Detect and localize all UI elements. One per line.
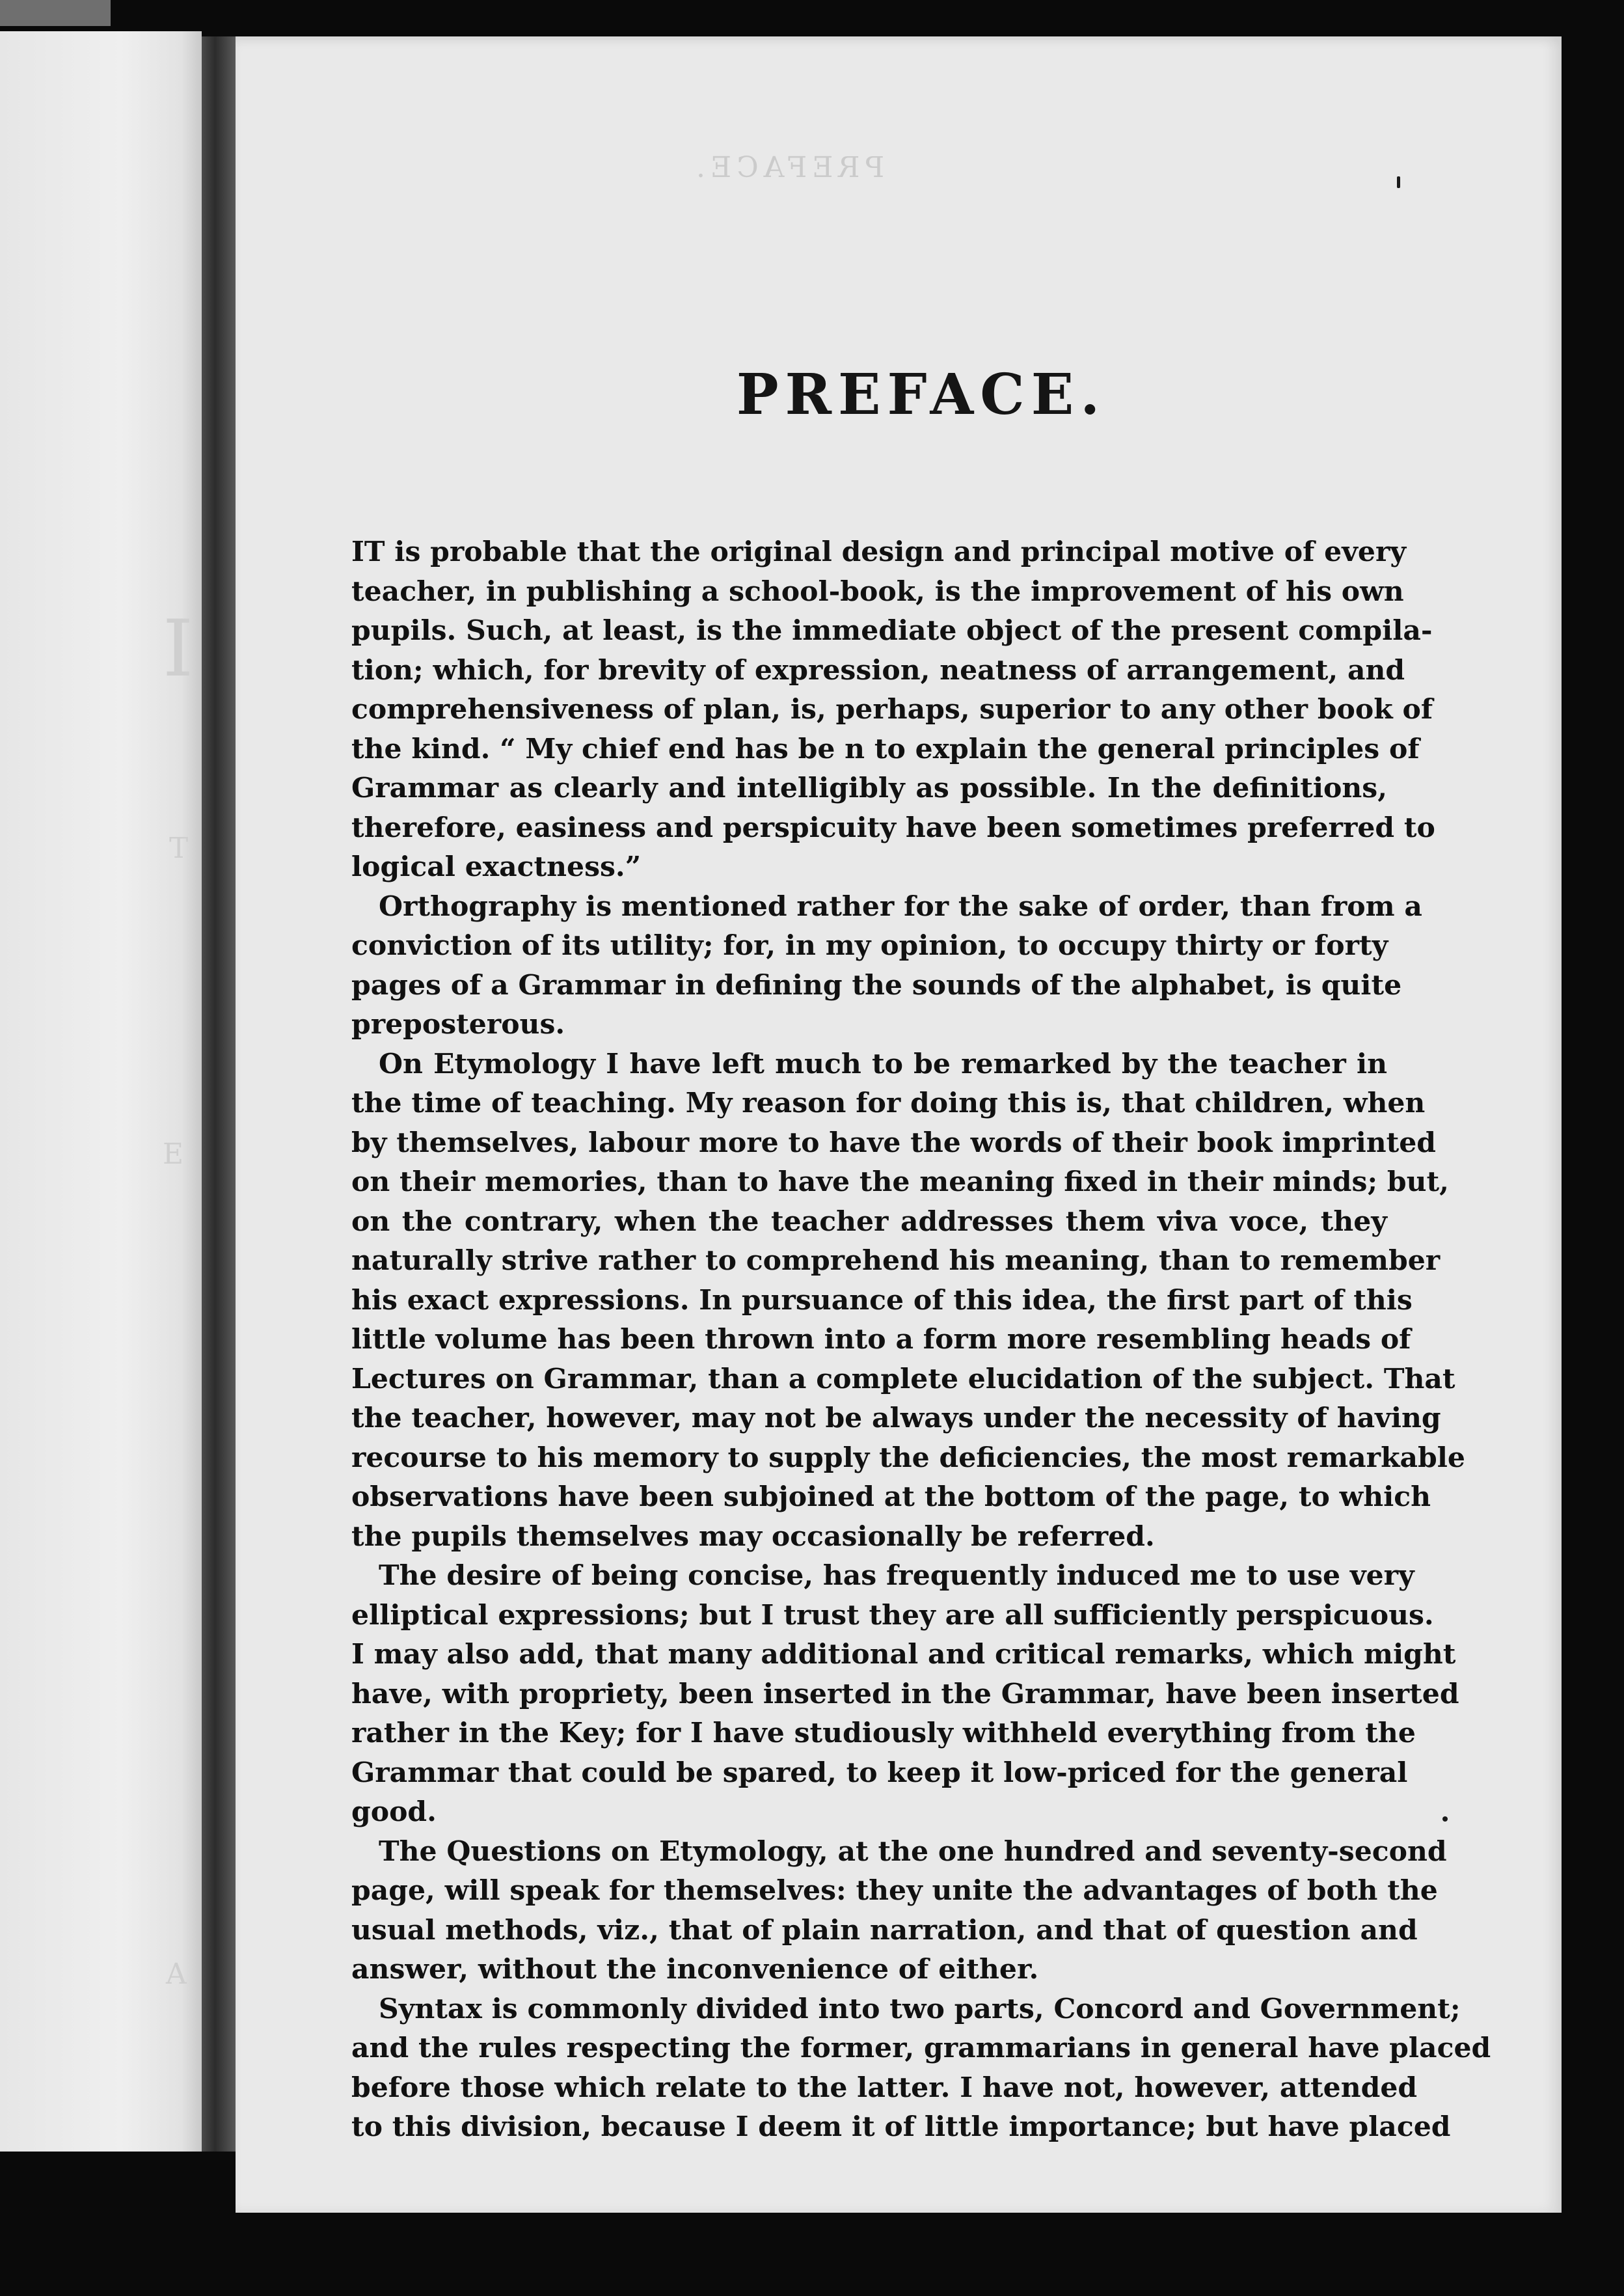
text-line: good. — [351, 1796, 437, 1828]
text-line: little volume has been thrown into a form more resembling heads of — [351, 1323, 1411, 1356]
text-line: have, with propriety, been inserted in the Grammar, have been inserted — [351, 1677, 1459, 1710]
text-line: naturally strive rather to comprehend his meaning, than to remember — [351, 1244, 1441, 1277]
preface-body — [351, 532, 1491, 2147]
text-line: rather in the Key; for I have studiously withheld everything from the — [351, 1717, 1416, 1749]
text-line: page, will speak for themselves: they unite the advantages of both the — [351, 1874, 1438, 1907]
text-line: to this division, because I deem it of little importance; but have placed — [351, 2111, 1451, 2143]
scanner-edge — [0, 0, 111, 26]
text-line: on their memories, than to have the meaning fixed in their minds; but, — [351, 1166, 1449, 1198]
text-line: teacher, in publishing a school-book, is the improvement of his own — [351, 575, 1404, 608]
text-line: pages of a Grammar in defining the sounds of the alphabet, is quite — [351, 968, 1402, 1002]
facing-page-bleed-2: T — [169, 832, 193, 865]
page-title: PREFACE. — [736, 362, 1107, 428]
text-line: preposterous. — [351, 1008, 565, 1041]
facing-page — [0, 31, 202, 2152]
facing-page-bleed-3: E — [163, 1138, 188, 1171]
text-line: logical exactness.” — [351, 851, 642, 883]
text-line: comprehensiveness of plan, is, perhaps, superior to any other book of — [351, 693, 1433, 726]
text-line: his exact expressions. In pursuance of this idea, the first part of this — [351, 1283, 1413, 1317]
text-line: elliptical expressions; but I trust they are all sufficiently perspicuous. — [351, 1598, 1434, 1632]
text-line: On Etymology I have left much to be remarked by the teacher in — [379, 1047, 1387, 1080]
text-line: The Questions on Etymology, at the one hundred and seventy-second — [379, 1835, 1447, 1868]
text-line: conviction of its utility; for, in my opinion, to occupy thirty or forty — [351, 929, 1388, 962]
text-line: therefore, easiness and perspicuity have been sometimes preferred to — [351, 811, 1435, 844]
text-line: Lectures on Grammar, than a complete elucidation of the subject. That — [351, 1362, 1455, 1395]
text-line: on the contrary, when the teacher addresses them viva voce, they — [351, 1205, 1387, 1238]
book-binding-gutter — [202, 36, 236, 2152]
text-line: pupils. Such, at least, is the immediate object of the present compila- — [351, 614, 1433, 647]
text-line: Grammar that could be spared, to keep it low-priced for the general — [351, 1756, 1408, 1789]
book-page — [236, 36, 1562, 2213]
text-line: usual methods, viz., that of plain narration, and that of question and — [351, 1913, 1418, 1947]
text-line: answer, without the inconvenience of either. — [351, 1953, 1039, 1986]
text-line: the teacher, however, may not be always under the necessity of having — [351, 1402, 1441, 1434]
speck-mark — [1442, 1816, 1448, 1822]
text-line: Grammar as clearly and intelligibly as possible. In the definitions, — [351, 772, 1387, 804]
text-line: by themselves, labour more to have the words of their book imprinted — [351, 1126, 1437, 1159]
text-line: Syntax is commonly divided into two parts, Concord and Government; — [379, 1992, 1461, 2025]
text-line: before those which relate to the latter. I have not, however, attended — [351, 2071, 1418, 2104]
text-line: the kind. “ My chief end has be n to explain the general principles of — [351, 732, 1420, 765]
facing-page-bleed-4: A — [166, 1958, 191, 1991]
text-line: IT is probable that the original design and principal motive of every — [351, 536, 1407, 568]
text-line: observations have been subjoined at the bottom of the page, to which — [351, 1481, 1431, 1513]
text-line: and the rules respecting the former, grammarians in general have placed — [351, 2032, 1491, 2064]
bleed-through-heading: PREFACE. — [691, 151, 885, 184]
text-line: the pupils themselves may occasionally be referred. — [351, 1520, 1155, 1553]
text-line: recourse to his memory to supply the deficiencies, the most remarkable — [351, 1441, 1465, 1474]
speck-mark — [1397, 176, 1400, 188]
text-line: The desire of being concise, has frequently induced me to use very — [379, 1559, 1414, 1592]
text-line: the time of teaching. My reason for doing this is, that children, when — [351, 1087, 1426, 1119]
text-line: tion; which, for brevity of expression, neatness of arrangement, and — [351, 653, 1405, 687]
text-line: Orthography is mentioned rather for the sake of order, than from a — [379, 890, 1422, 923]
facing-page-bleed-1: I — [163, 604, 198, 694]
text-line: I may also add, that many additional and critical remarks, which might — [351, 1638, 1456, 1671]
